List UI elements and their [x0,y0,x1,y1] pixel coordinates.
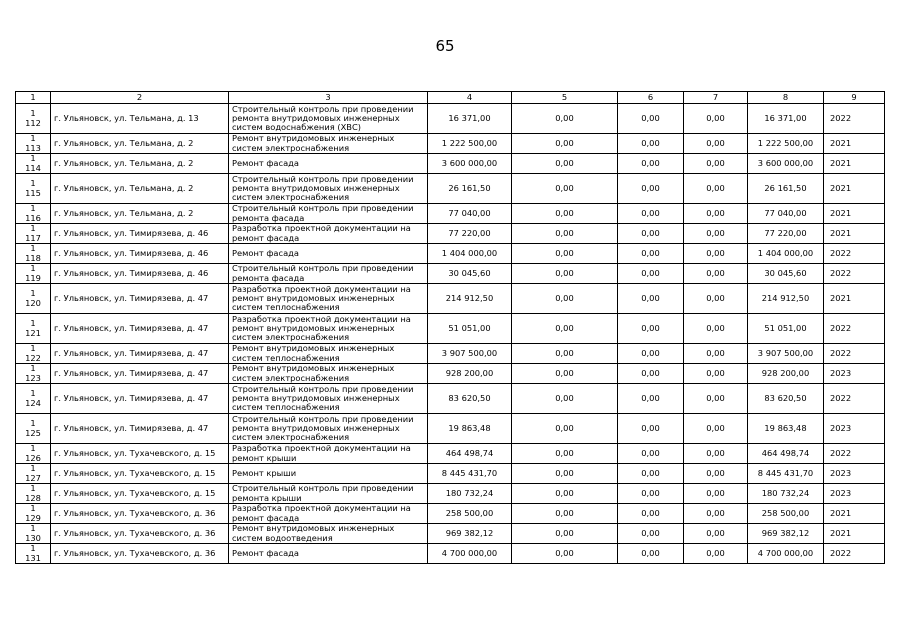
work-type-cell: Разработка проектной документации на ремонт фасада [229,504,428,524]
value-cell: 0,00 [512,174,618,204]
row-number-part: 1 [30,503,36,514]
work-type-cell: Строительный контроль при проведении ремонта фасада [229,204,428,224]
work-type-cell: Разработка проектной документации на ремонт внутридомовых инженерных систем теплоснабжения [229,284,428,314]
fund-cost-cell: 464 498,74 [748,444,824,464]
row-number-cell [16,414,51,444]
total-cost-cell: 19 863,48 [428,414,512,444]
address-cell: г. Ульяновск, ул. Тельмана, д. 2 [51,134,229,154]
work-type-cell: Разработка проектной документации на ремонт внутридомовых инженерных систем электроснабжения [229,314,428,344]
row-number-part: 1 [30,523,36,534]
value-cell: 0,00 [618,344,684,364]
address-cell: г. Ульяновск, ул. Тимирязева, д. 47 [51,364,229,384]
row-number-part: 123 [25,372,41,383]
fund-cost-cell: 928 200,00 [748,364,824,384]
value-cell: 0,00 [684,204,748,224]
row-number-part: 113 [25,142,41,153]
value-cell: 0,00 [684,444,748,464]
total-cost-cell: 1 222 500,00 [428,134,512,154]
value-cell: 0,00 [618,134,684,154]
row-number-part: 1 [30,203,36,214]
row-number-part: 1 [30,133,36,144]
total-cost-cell: 30 045,60 [428,264,512,284]
table-row [16,364,885,384]
address-cell: г. Ульяновск, ул. Тельмана, д. 2 [51,204,229,224]
work-type-cell: Строительный контроль при проведении ремонта внутридомовых инженерных систем электроснабжения [229,414,428,444]
fund-cost-cell: 3 600 000,00 [748,154,824,174]
value-cell: 0,00 [512,264,618,284]
value-cell: 0,00 [684,224,748,244]
row-number-cell [16,244,51,264]
total-cost-cell: 214 912,50 [428,284,512,314]
row-number-cell [16,104,51,134]
row-number-cell [16,384,51,414]
row-number-part: 1 [30,223,36,234]
table-row [16,464,885,484]
total-cost-cell: 969 382,12 [428,524,512,544]
row-number-cell [16,364,51,384]
year-cell: 2022 [824,264,885,284]
total-cost-cell: 16 371,00 [428,104,512,134]
row-number-part: 119 [25,272,41,283]
value-cell: 0,00 [618,524,684,544]
table-row [16,204,885,224]
row-number-cell [16,444,51,464]
address-cell: г. Ульяновск, ул. Тельмана, д. 2 [51,174,229,204]
work-type-cell: Ремонт внутридомовых инженерных систем теплоснабжения [229,344,428,364]
value-cell: 0,00 [512,344,618,364]
address-cell: г. Ульяновск, ул. Тимирязева, д. 46 [51,224,229,244]
total-cost-cell: 51 051,00 [428,314,512,344]
value-cell: 0,00 [618,154,684,174]
total-cost-cell: 8 445 431,70 [428,464,512,484]
column-header: 5 [512,92,618,104]
year-cell: 2021 [824,134,885,154]
value-cell: 0,00 [512,414,618,444]
value-cell: 0,00 [512,154,618,174]
value-cell: 0,00 [512,544,618,564]
row-number-part: 129 [25,512,41,523]
value-cell: 0,00 [512,384,618,414]
row-number-part: 1 [30,178,36,189]
row-number-part: 130 [25,532,41,543]
work-type-cell: Ремонт внутридомовых инженерных систем электроснабжения [229,134,428,154]
year-cell: 2021 [824,224,885,244]
row-number-part: 125 [25,427,41,438]
year-cell: 2023 [824,464,885,484]
table-row [16,504,885,524]
row-number-cell [16,284,51,314]
row-number-cell [16,484,51,504]
work-type-cell: Строительный контроль при проведении ремонта внутридомовых инженерных систем электроснабжения [229,174,428,204]
year-cell: 2021 [824,284,885,314]
row-number-cell [16,204,51,224]
work-type-cell: Строительный контроль при проведении ремонта внутридомовых инженерных систем теплоснабжения [229,384,428,414]
row-number-part: 1 [30,543,36,554]
value-cell: 0,00 [618,244,684,264]
value-cell: 0,00 [618,414,684,444]
value-cell: 0,00 [684,344,748,364]
row-number-cell [16,154,51,174]
fund-cost-cell: 4 700 000,00 [748,544,824,564]
value-cell: 0,00 [684,414,748,444]
table-row [16,174,885,204]
row-number-part: 120 [25,297,41,308]
row-number-part: 115 [25,187,41,198]
row-number-cell [16,524,51,544]
address-cell: г. Ульяновск, ул. Тимирязева, д. 46 [51,264,229,284]
value-cell: 0,00 [684,504,748,524]
year-cell: 2022 [824,314,885,344]
value-cell: 0,00 [684,134,748,154]
address-cell: г. Ульяновск, ул. Тухачевского, д. 15 [51,484,229,504]
value-cell: 0,00 [512,134,618,154]
row-number-cell [16,134,51,154]
year-cell: 2021 [824,524,885,544]
value-cell: 0,00 [512,464,618,484]
row-number-cell [16,464,51,484]
row-number-cell [16,224,51,244]
year-cell: 2021 [824,154,885,174]
year-cell: 2022 [824,444,885,464]
value-cell: 0,00 [684,104,748,134]
row-number-part: 114 [25,162,41,173]
total-cost-cell: 26 161,50 [428,174,512,204]
total-cost-cell: 77 220,00 [428,224,512,244]
value-cell: 0,00 [618,484,684,504]
row-number-cell [16,264,51,284]
work-type-cell: Ремонт внутридомовых инженерных систем водоотведения [229,524,428,544]
page-number: 65 [435,37,455,55]
address-cell: г. Ульяновск, ул. Тухачевского, д. 15 [51,444,229,464]
fund-cost-cell: 969 382,12 [748,524,824,544]
row-number-part: 1 [30,243,36,254]
table-row [16,544,885,564]
value-cell: 0,00 [684,484,748,504]
work-type-cell: Разработка проектной документации на ремонт крыши [229,444,428,464]
value-cell: 0,00 [512,444,618,464]
value-cell: 0,00 [618,104,684,134]
value-cell: 0,00 [618,504,684,524]
total-cost-cell: 464 498,74 [428,444,512,464]
table-row [16,244,885,264]
address-cell: г. Ульяновск, ул. Тимирязева, д. 47 [51,414,229,444]
value-cell: 0,00 [512,504,618,524]
row-number-part: 121 [25,327,41,338]
value-cell: 0,00 [618,314,684,344]
total-cost-cell: 258 500,00 [428,504,512,524]
address-cell: г. Ульяновск, ул. Тимирязева, д. 46 [51,244,229,264]
table-row [16,484,885,504]
year-cell: 2021 [824,174,885,204]
total-cost-cell: 3 907 500,00 [428,344,512,364]
row-number-cell [16,174,51,204]
value-cell: 0,00 [512,364,618,384]
work-type-cell: Разработка проектной документации на ремонт фасада [229,224,428,244]
row-number-part: 1 [30,443,36,454]
table-row [16,284,885,314]
row-number-part: 1 [30,388,36,399]
work-type-cell: Ремонт фасада [229,244,428,264]
column-header: 7 [684,92,748,104]
column-header: 3 [229,92,428,104]
table-row [16,444,885,464]
fund-cost-cell: 16 371,00 [748,104,824,134]
value-cell: 0,00 [512,314,618,344]
row-number-part: 131 [25,552,41,563]
value-cell: 0,00 [512,244,618,264]
work-type-cell: Ремонт фасада [229,154,428,174]
row-number-cell [16,504,51,524]
year-cell: 2022 [824,104,885,134]
value-cell: 0,00 [512,204,618,224]
row-number-cell [16,314,51,344]
value-cell: 0,00 [512,224,618,244]
year-cell: 2022 [824,344,885,364]
value-cell: 0,00 [684,544,748,564]
address-cell: г. Ульяновск, ул. Тимирязева, д. 47 [51,384,229,414]
row-number-part: 1 [30,363,36,374]
address-cell: г. Ульяновск, ул. Тухачевского, д. 15 [51,464,229,484]
address-cell: г. Ульяновск, ул. Тимирязева, д. 47 [51,284,229,314]
fund-cost-cell: 214 912,50 [748,284,824,314]
fund-cost-cell: 51 051,00 [748,314,824,344]
value-cell: 0,00 [684,244,748,264]
table-row [16,104,885,134]
value-cell: 0,00 [512,524,618,544]
row-number-part: 122 [25,352,41,363]
row-number-part: 124 [25,397,41,408]
row-number-part: 112 [25,117,41,128]
value-cell: 0,00 [618,544,684,564]
total-cost-cell: 180 732,24 [428,484,512,504]
total-cost-cell: 83 620,50 [428,384,512,414]
row-number-part: 126 [25,452,41,463]
address-cell: г. Ульяновск, ул. Тимирязева, д. 47 [51,314,229,344]
table-row [16,414,885,444]
row-number-cell [16,544,51,564]
table-row [16,224,885,244]
row-number-part: 128 [25,492,41,503]
header-row [16,92,885,104]
value-cell: 0,00 [618,284,684,314]
value-cell: 0,00 [618,204,684,224]
row-number-part: 116 [25,212,41,223]
value-cell: 0,00 [684,284,748,314]
value-cell: 0,00 [618,384,684,414]
year-cell: 2022 [824,244,885,264]
table-row [16,134,885,154]
address-cell: г. Ульяновск, ул. Тухачевского, д. 36 [51,504,229,524]
address-cell: г. Ульяновск, ул. Тимирязева, д. 47 [51,344,229,364]
value-cell: 0,00 [512,484,618,504]
fund-cost-cell: 180 732,24 [748,484,824,504]
value-cell: 0,00 [618,444,684,464]
row-number-part: 1 [30,483,36,494]
table-row [16,314,885,344]
value-cell: 0,00 [684,264,748,284]
column-header: 2 [51,92,229,104]
value-cell: 0,00 [684,384,748,414]
address-cell: г. Ульяновск, ул. Тельмана, д. 2 [51,154,229,174]
value-cell: 0,00 [684,364,748,384]
row-number-part: 117 [25,232,41,243]
fund-cost-cell: 19 863,48 [748,414,824,444]
fund-cost-cell: 1 222 500,00 [748,134,824,154]
year-cell: 2023 [824,364,885,384]
work-type-cell: Ремонт внутридомовых инженерных систем электроснабжения [229,364,428,384]
table-row [16,524,885,544]
total-cost-cell: 928 200,00 [428,364,512,384]
year-cell: 2023 [824,484,885,504]
work-type-cell: Ремонт фасада [229,544,428,564]
column-header: 4 [428,92,512,104]
work-type-cell: Ремонт крыши [229,464,428,484]
table-row [16,344,885,364]
value-cell: 0,00 [684,174,748,204]
row-number-part: 127 [25,472,41,483]
total-cost-cell: 3 600 000,00 [428,154,512,174]
work-type-cell: Строительный контроль при проведении ремонта внутридомовых инженерных систем водоснабжения (ХВС) [229,104,428,134]
value-cell: 0,00 [512,284,618,314]
fund-cost-cell: 30 045,60 [748,264,824,284]
address-cell: г. Ульяновск, ул. Тельмана, д. 13 [51,104,229,134]
work-type-cell: Строительный контроль при проведении ремонта крыши [229,484,428,504]
fund-cost-cell: 26 161,50 [748,174,824,204]
fund-cost-cell: 77 040,00 [748,204,824,224]
row-number-part: 1 [30,153,36,164]
fund-cost-cell: 258 500,00 [748,504,824,524]
work-type-cell: Строительный контроль при проведении ремонта фасада [229,264,428,284]
value-cell: 0,00 [684,314,748,344]
address-cell: г. Ульяновск, ул. Тухачевского, д. 36 [51,524,229,544]
column-header: 6 [618,92,684,104]
value-cell: 0,00 [684,464,748,484]
fund-cost-cell: 3 907 500,00 [748,344,824,364]
table-row [16,154,885,174]
row-number-part: 1 [30,463,36,474]
row-number-cell [16,344,51,364]
table-row [16,384,885,414]
table-body [16,104,885,564]
year-cell: 2021 [824,504,885,524]
column-header: 1 [16,92,51,104]
value-cell: 0,00 [618,224,684,244]
year-cell: 2021 [824,204,885,224]
row-number-part: 1 [30,343,36,354]
table-row [16,264,885,284]
value-cell: 0,00 [618,264,684,284]
column-header: 8 [748,92,824,104]
value-cell: 0,00 [684,154,748,174]
fund-cost-cell: 8 445 431,70 [748,464,824,484]
fund-cost-cell: 1 404 000,00 [748,244,824,264]
fund-cost-cell: 77 220,00 [748,224,824,244]
row-number-part: 1 [30,263,36,274]
row-number-part: 118 [25,252,41,263]
value-cell: 0,00 [684,524,748,544]
address-cell: г. Ульяновск, ул. Тухачевского, д. 36 [51,544,229,564]
year-cell: 2022 [824,384,885,414]
row-number-part: 1 [30,318,36,329]
total-cost-cell: 1 404 000,00 [428,244,512,264]
value-cell: 0,00 [618,364,684,384]
value-cell: 0,00 [618,174,684,204]
row-number-part: 1 [30,418,36,429]
value-cell: 0,00 [618,464,684,484]
year-cell: 2022 [824,544,885,564]
total-cost-cell: 4 700 000,00 [428,544,512,564]
fund-cost-cell: 83 620,50 [748,384,824,414]
year-cell: 2023 [824,414,885,444]
column-header: 9 [824,92,885,104]
works-table [15,91,885,564]
row-number-part: 1 [30,288,36,299]
row-number-part: 1 [30,108,36,119]
total-cost-cell: 77 040,00 [428,204,512,224]
value-cell: 0,00 [512,104,618,134]
